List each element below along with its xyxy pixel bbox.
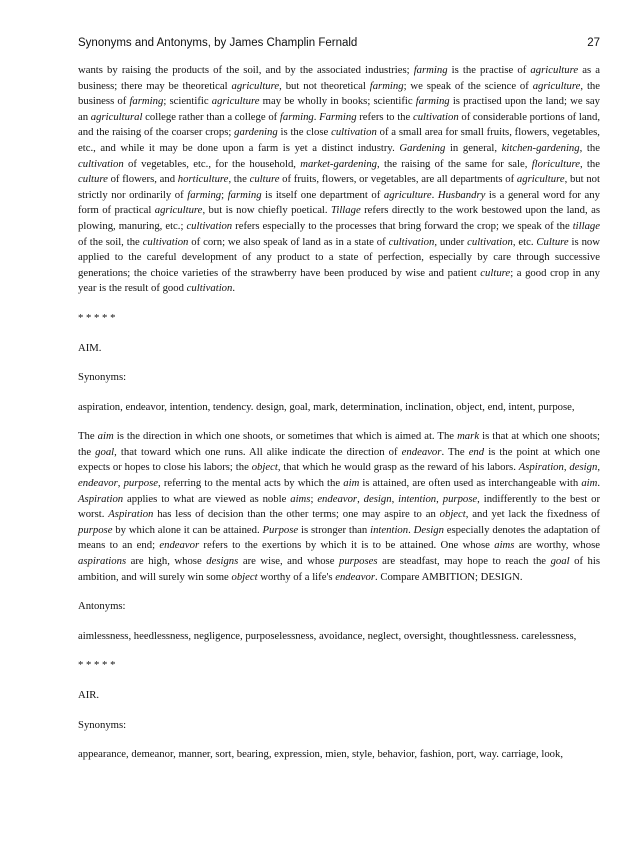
italic-term: gardening (234, 126, 278, 139)
italic-term: agriculture (231, 79, 280, 92)
italic-term: object (231, 570, 258, 583)
italic-term: agriculture (532, 79, 581, 92)
italic-term: kitchen-gardening (501, 141, 580, 154)
italic-term: cultivation (388, 235, 435, 248)
italic-term: cultivation (467, 235, 513, 248)
italic-term: Aspiration (518, 461, 564, 474)
italic-term: farming (129, 95, 164, 108)
italic-term: agriculture (530, 64, 579, 76)
antonyms-list-aim: aimlessness, heedlessness, negligence, purposelessness, avoidance, neglect, oversight, thoughtlessness. carelessness, (78, 629, 577, 642)
italic-term: Culture (536, 235, 569, 248)
italic-term: aims (290, 492, 311, 505)
italic-term: object (251, 461, 278, 474)
italic-term: culture (480, 266, 511, 279)
italic-term: Farming (319, 110, 357, 123)
running-header (78, 36, 600, 50)
italic-term: agriculture (211, 95, 260, 108)
italic-term: aim (343, 477, 360, 490)
italic-term: Design (413, 523, 444, 536)
italic-term: aim (581, 477, 598, 490)
synonyms-list-aim: aspiration, endeavor, intention, tendency. design, goal, mark, determination, inclination, object, end, intent, purpose, (78, 400, 575, 413)
italic-term: aims (494, 539, 515, 552)
italic-term: Aspiration (108, 508, 154, 521)
italic-term: purpose (78, 523, 113, 536)
italic-term: mark (457, 430, 480, 443)
italic-term: endeavor (401, 445, 442, 458)
section-separator: * * * * * (78, 659, 116, 672)
italic-term: aim (97, 430, 114, 443)
italic-term: agriculture (383, 188, 432, 201)
italic-term: culture (249, 173, 280, 186)
italic-term: cultivation (186, 282, 233, 295)
italic-term: endeavor (317, 492, 358, 505)
paragraph-aim: The aim is the direction in which one shoots, or sometimes that which is aimed at. The mark is that at which one shoots; the goal, that toward which one runs. All alike indicate the direction of endeavor. The end is the point at which one expects or hopes to close his labors; the object, that which he would grasp as the reward of his labors. Aspiration, design, endeavor, purpose, referring to the mental acts by which the aim is attained, are often used as interchangeable with aim. Aspiration applies to what are viewed as noble aims; endeavor, design, intention, purpose, indifferently to the best or worst. Aspiration has less of decision than the other terms; one may aspire to an object, and yet lack the fixedness of purpose by which alone it can be attained. Purpose is stronger than intention. Design especially denotes the adaptation of means to an end; endeavor refers to the exertions by which it is to be attained. One whose aims are worthy, whose aspirations are high, whose designs are wise, and whose purposes are steadfast, may hope to reach the goal of his ambition, and will surely win some object worthy of a life's endeavor. Compare AMBITION; DESIGN. (78, 430, 601, 583)
italic-term: tillage (572, 219, 601, 232)
italic-term: goal (95, 445, 115, 458)
paragraph-agriculture: wants by raising the products of the soil, and by the associated industries; farming is the practise of agriculture as a business; there may be theoretical agriculture, but not theoretical farming; we speak of the science of agriculture, the business of farming; scientific agriculture may be wholly in books; scientific farming is practised upon the land; we say an agricultural college rather than a college of farming. Farming refers to the cultivation of considerable portions of land, and the raising of the coarser crops; gardening is the close cultivation of a small area for small fruits, flowers, vegetables, etc., and while it may be done upon a farm is yet a distinct industry. Gardening in general, kitchen-gardening, the cultivation of vegetables, etc., for the household, market-gardening, the raising of the same for sale, floriculture, the culture of flowers, and horticulture, the culture of fruits, flowers, or vegetables, are all departments of agriculture, but not strictly nor ordinarily of farming; farming is itself one department of agriculture. Husbandry is a general word for any form of practical agriculture, but is now chiefly poetical. Tillage refers directly to the work bestowed upon the land, as plowing, manuring, etc.; cultivation refers especially to the processes that bring forward the crop; we speak of the tillage of the soil, the cultivation of corn; we also speak of land as in a state of cultivation, under cultivation, etc. Culture is now applied to the careful development of any product to a state of perfection, especially by care through successive generations; the choice varieties of the strawberry have been produced by wise and patient culture; a good crop in any year is the result of good cultivation. (78, 64, 601, 295)
italic-term: cultivation (186, 219, 233, 232)
italic-term: intention (398, 492, 437, 505)
italic-term: purpose (123, 477, 159, 490)
page-content (78, 63, 600, 777)
italic-term: end (468, 445, 485, 458)
header-title: Synonyms and Antonyms, by James Champlin Fernald (78, 37, 358, 49)
italic-term: cultivation (78, 157, 124, 170)
italic-term: designs (206, 555, 239, 568)
entry-heading-aim: AIM. (78, 341, 102, 354)
italic-term: Gardening (399, 141, 446, 154)
italic-term: farming (369, 79, 404, 92)
italic-term: farming (227, 188, 262, 201)
synonyms-label: Synonyms: (78, 718, 127, 731)
italic-term: goal (550, 555, 570, 568)
italic-term: design (569, 461, 598, 474)
italic-term: farming (187, 188, 222, 201)
italic-term: intention (370, 523, 409, 536)
italic-term: endeavor (159, 539, 200, 552)
italic-term: cultivation (142, 235, 189, 248)
italic-term: endeavor (78, 477, 118, 490)
italic-term: farming (415, 95, 450, 108)
italic-term: design (363, 492, 392, 505)
italic-term: cultivation (331, 126, 377, 139)
italic-term: Purpose (262, 523, 299, 536)
italic-term: cultivation (412, 110, 459, 123)
italic-term: purpose (442, 492, 478, 505)
italic-term: purposes (338, 555, 378, 568)
italic-term: floriculture (531, 157, 580, 170)
italic-term: endeavor (335, 570, 375, 583)
antonyms-label: Antonyms: (78, 600, 126, 613)
italic-term: market-gardening (300, 157, 378, 170)
italic-term: agriculture (516, 173, 565, 186)
italic-term: agricultural (90, 110, 143, 123)
section-separator: * * * * * (78, 311, 116, 324)
italic-term: Aspiration (78, 492, 124, 505)
italic-term: agriculture (154, 204, 203, 217)
page-number: 27 (587, 37, 600, 49)
italic-term: horticulture (177, 173, 229, 186)
italic-term: farming (279, 110, 314, 123)
italic-term: culture (78, 173, 108, 186)
italic-term: object (439, 508, 466, 521)
entry-heading-air: AIR. (78, 689, 100, 701)
italic-term: Husbandry (437, 188, 486, 201)
italic-term: farming (413, 64, 448, 76)
italic-term: aspirations (78, 555, 127, 568)
italic-term: Tillage (331, 204, 361, 217)
synonyms-list-air: appearance, demeanor, manner, sort, bearing, expression, mien, style, behavior, fashion, port, way. carriage, look, (78, 748, 564, 761)
synonyms-label: Synonyms: (78, 371, 127, 384)
